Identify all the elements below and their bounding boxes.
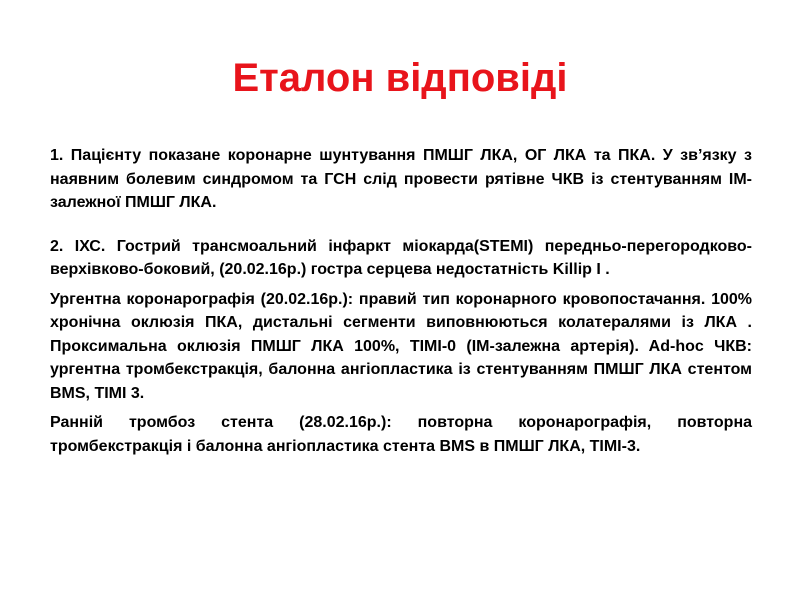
slide-body — [50, 144, 752, 458]
answer-paragraph-4: Ранній тромбоз стента (28.02.16р.): повторна коронарографія, повторна тромбекстракція і балонна ангіопластика стента BMS в ПМШГ ЛКА, TIMI-3. — [50, 414, 752, 455]
slide-title: Еталон відповіді — [232, 56, 568, 100]
answer-paragraph-2: 2. ІХС. Гострий трансмоальний інфаркт міокарда(STEMI) передньо-перегородково-верхівково-боковий, (20.02.16р.) гостра серцева недостатність Killip I . — [50, 237, 752, 278]
paragraph-spacer — [50, 215, 752, 235]
answer-paragraph-3: Ургентна коронарографія (20.02.16р.): правий тип коронарного кровопостачання. 100% хронічна оклюзія ПКА, дистальні сегменти виповнюються колатералями із ЛКА . Проксимальна оклюзія ПМШГ ЛКА 100%, TIMI-0 (ІМ-залежна артерія). Ad-hoc ЧКВ: ургентна тромбекстракція, балонна ангіопластика із стентуванням ПМШГ ЛКА стентом BMS, TIMI 3. — [50, 290, 752, 402]
answer-paragraph-1: 1. Пацієнту показане коронарне шунтування ПМШГ ЛКА, ОГ ЛКА та ПКА. У зв’язку з наявним болевим синдромом та ГСН слід провести рятівне ЧКВ із стентуванням ІМ-залежної ПМШГ ЛКА. — [50, 147, 752, 211]
